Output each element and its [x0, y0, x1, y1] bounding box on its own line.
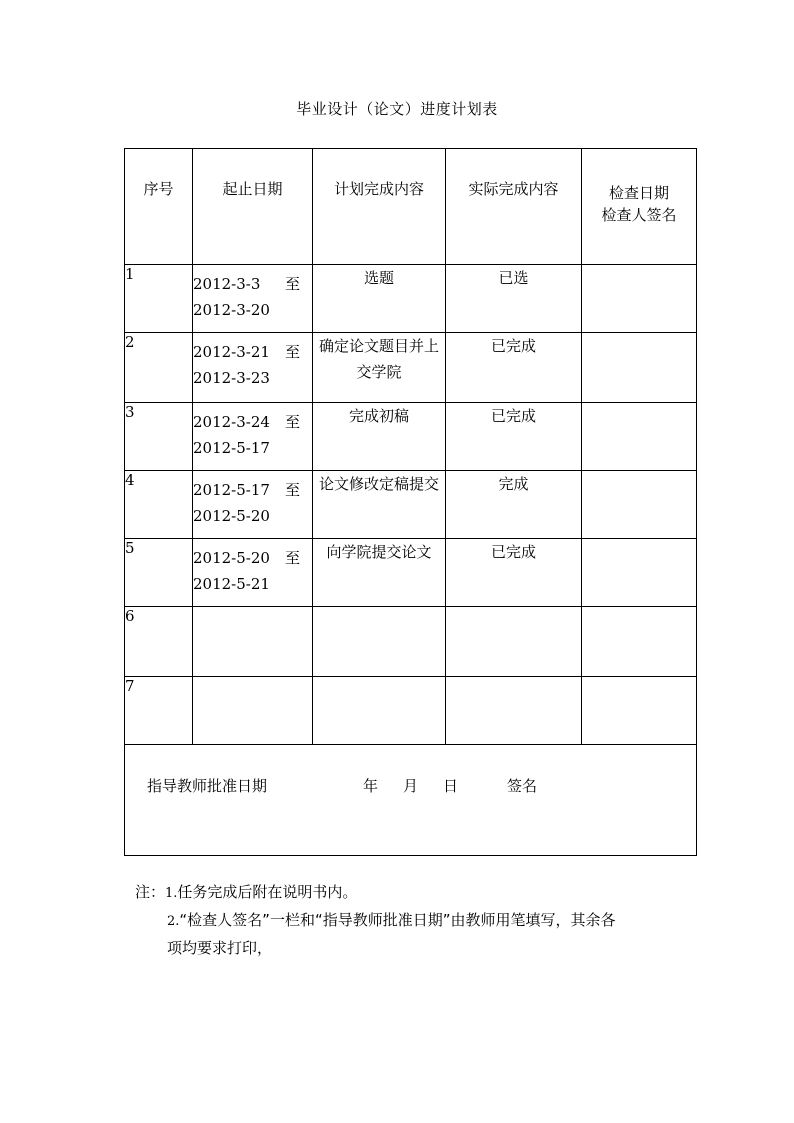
end-date: 2012-3-20: [193, 301, 270, 319]
actual-content: [446, 677, 582, 745]
actual-content: 已完成: [446, 539, 582, 607]
approval-row: [125, 745, 697, 856]
row-number: 5: [125, 539, 193, 607]
header-checker-signature: 检查人签名: [601, 206, 677, 224]
note-1-text: 任务完成后附在说明书内。: [177, 883, 358, 901]
table-row: [125, 677, 697, 745]
header-seq: 序号: [125, 149, 193, 265]
row-dates: [193, 333, 313, 403]
planned-content: 向学院提交论文: [313, 539, 446, 607]
row-number: 3: [125, 403, 193, 471]
table-row: [125, 539, 697, 607]
planned-content: 选题: [313, 265, 446, 333]
row-number: 2: [125, 333, 193, 403]
actual-content: 已选: [446, 265, 582, 333]
note-2-number: 2.: [167, 914, 180, 929]
approval-date-label: 指导教师批准日期: [147, 777, 268, 795]
check-cell: [582, 333, 697, 403]
row-dates: [193, 403, 313, 471]
end-date: 2012-5-21: [193, 575, 270, 593]
row-number: 4: [125, 471, 193, 539]
date-separator: 至: [284, 481, 300, 499]
page-title: 毕业设计（论文）进度计划表: [296, 100, 498, 118]
note-2-text-cont: 项均要求打印，: [167, 939, 273, 957]
note-prefix: 注：: [135, 883, 166, 901]
start-date: 2012-3-3: [193, 275, 261, 293]
note-2-text: “检查人签名”一栏和“指导教师批准日期”由教师用笔填写，其余各: [179, 911, 616, 929]
planned-content: 确定论文题目并上交学院: [313, 333, 446, 403]
approval-cell: [125, 745, 697, 856]
day-label: 日: [443, 777, 459, 795]
check-cell: [582, 607, 697, 677]
end-date: 2012-5-20: [193, 507, 270, 525]
actual-content: [446, 607, 582, 677]
planned-content: 论文修改定稿提交: [313, 471, 446, 539]
date-separator: 至: [284, 549, 300, 567]
table-header-row: [125, 149, 697, 265]
progress-plan-table: [124, 148, 697, 856]
header-planned: 计划完成内容: [313, 149, 446, 265]
note-line-1: [135, 878, 357, 908]
header-check-date: 检查日期: [608, 184, 669, 202]
check-cell: [582, 539, 697, 607]
end-date: 2012-5-17: [193, 439, 270, 457]
start-date: 2012-5-17: [193, 481, 270, 499]
check-cell: [582, 265, 697, 333]
note-1-number: 1.: [165, 886, 178, 901]
signature-label: 签名: [507, 777, 538, 795]
row-number: 6: [125, 607, 193, 677]
actual-content: 已完成: [446, 403, 582, 471]
end-date: 2012-3-23: [193, 369, 270, 387]
date-separator: 至: [284, 343, 300, 361]
date-separator: 至: [284, 413, 300, 431]
month-label: 月: [403, 777, 419, 795]
planned-content: [313, 607, 446, 677]
row-number: 7: [125, 677, 193, 745]
row-number: 1: [125, 265, 193, 333]
note-line-2: [167, 906, 616, 936]
start-date: 2012-3-21: [193, 343, 270, 361]
check-cell: [582, 677, 697, 745]
row-dates: [193, 607, 313, 677]
actual-content: 已完成: [446, 333, 582, 403]
row-dates: [193, 471, 313, 539]
note-line-3: [167, 934, 272, 962]
table-row: [125, 333, 697, 403]
table-row: [125, 265, 697, 333]
table-row: [125, 471, 697, 539]
check-cell: [582, 403, 697, 471]
header-dates: 起止日期: [193, 149, 313, 265]
date-separator: 至: [284, 275, 300, 293]
row-dates: [193, 677, 313, 745]
planned-content: [313, 677, 446, 745]
check-cell: [582, 471, 697, 539]
row-dates: [193, 539, 313, 607]
year-label: 年: [363, 777, 379, 795]
start-date: 2012-5-20: [193, 549, 270, 567]
header-check: [582, 149, 697, 265]
start-date: 2012-3-24: [193, 413, 270, 431]
planned-content: 完成初稿: [313, 403, 446, 471]
actual-content: 完成: [446, 471, 582, 539]
table-row: [125, 607, 697, 677]
row-dates: [193, 265, 313, 333]
header-actual: 实际完成内容: [446, 149, 582, 265]
table-row: [125, 403, 697, 471]
